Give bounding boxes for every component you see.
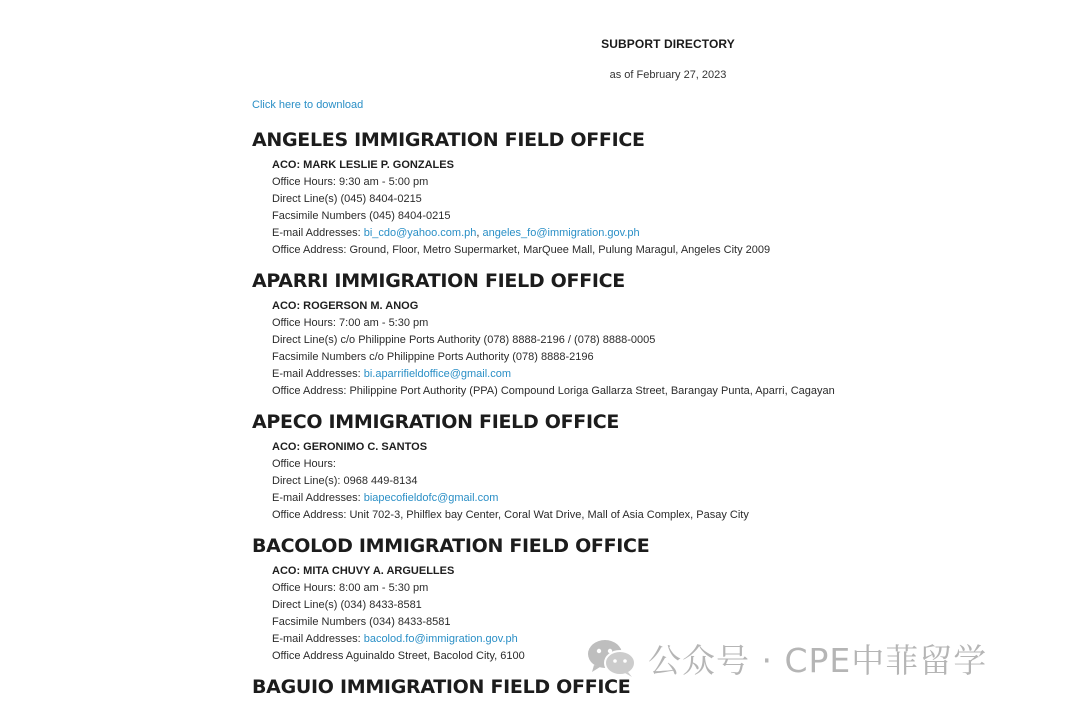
aco-name: ACO: GERONIMO C. SANTOS xyxy=(272,441,428,453)
office-entry xyxy=(252,127,1012,259)
office-details xyxy=(252,439,1012,524)
office-hours: Office Hours: 9:30 am - 5:00 pm xyxy=(272,176,429,188)
email-link[interactable]: bi_cdo@yahoo.com.ph xyxy=(363,227,477,239)
aco-name: ACO: MITA CHUVY A. ARGUELLES xyxy=(272,565,455,577)
office-hours: Office Hours: xyxy=(272,458,336,470)
office-heading: APARRI IMMIGRATION FIELD OFFICE xyxy=(252,270,625,292)
office-address: Office Address Aguinaldo Street, Bacolod City, 6100 xyxy=(272,650,525,662)
watermark-text: 公众号 · CPE中菲留学 xyxy=(648,640,988,680)
direct-line: Direct Line(s): 0968 449-8134 xyxy=(272,475,418,487)
office-details xyxy=(252,298,1012,400)
email-row xyxy=(272,366,1012,383)
office-heading: APECO IMMIGRATION FIELD OFFICE xyxy=(252,411,620,433)
direct-line: Direct Line(s) (045) 8404-0215 xyxy=(272,193,422,205)
office-hours: Office Hours: 8:00 am - 5:30 pm xyxy=(272,582,429,594)
fax-numbers: Facsimile Numbers (045) 8404-0215 xyxy=(272,210,451,222)
as-of-date: as of February 27, 2023 xyxy=(609,69,727,81)
email-row xyxy=(272,225,1012,242)
email-label: E-mail Addresses: xyxy=(272,227,364,239)
email-label: E-mail Addresses: xyxy=(272,492,364,504)
aco-name: ACO: ROGERSON M. ANOG xyxy=(272,300,419,312)
office-heading: BACOLOD IMMIGRATION FIELD OFFICE xyxy=(252,535,650,557)
email-link[interactable]: biapecofieldofc@gmail.com xyxy=(363,492,499,504)
wechat-icon xyxy=(586,638,638,678)
watermark xyxy=(586,636,987,680)
office-address: Office Address: Unit 702-3, Philflex bay Center, Coral Wat Drive, Mall of Asia Complex, Pasay City xyxy=(272,509,749,521)
fax-numbers: Facsimile Numbers c/o Philippine Ports Authority (078) 8888-2196 xyxy=(272,351,594,363)
office-heading: ANGELES IMMIGRATION FIELD OFFICE xyxy=(252,129,645,151)
email-link[interactable]: bi.aparrifieldoffice@gmail.com xyxy=(363,368,512,380)
email-separator: , xyxy=(476,227,483,239)
page-title: SUBPORT DIRECTORY xyxy=(601,37,735,51)
email-row xyxy=(272,490,1012,507)
email-label: E-mail Addresses: xyxy=(272,368,364,380)
email-link[interactable]: bacolod.fo@immigration.gov.ph xyxy=(363,633,518,645)
office-details xyxy=(252,157,1012,259)
office-entry xyxy=(252,409,1012,524)
office-address: Office Address: Ground, Floor, Metro Supermarket, MarQuee Mall, Pulung Maragul, Angeles City 2009 xyxy=(272,244,771,256)
download-link[interactable]: Click here to download xyxy=(252,99,364,111)
direct-line: Direct Line(s) c/o Philippine Ports Authority (078) 8888-2196 / (078) 8888-0005 xyxy=(272,334,656,346)
email-label: E-mail Addresses: xyxy=(272,633,364,645)
office-list xyxy=(252,127,1012,701)
email-link[interactable]: angeles_fo@immigration.gov.ph xyxy=(482,227,640,239)
office-entry xyxy=(252,268,1012,400)
fax-numbers: Facsimile Numbers (034) 8433-8581 xyxy=(272,616,451,628)
office-heading: BAGUIO IMMIGRATION FIELD OFFICE xyxy=(252,676,631,698)
aco-name: ACO: MARK LESLIE P. GONZALES xyxy=(272,159,454,171)
office-hours: Office Hours: 7:00 am - 5:30 pm xyxy=(272,317,429,329)
office-address: Office Address: Philippine Port Authority (PPA) Compound Loriga Gallarza Street, Barangay Punta, Aparri, Cagayan xyxy=(272,385,835,397)
direct-line: Direct Line(s) (034) 8433-8581 xyxy=(272,599,422,611)
